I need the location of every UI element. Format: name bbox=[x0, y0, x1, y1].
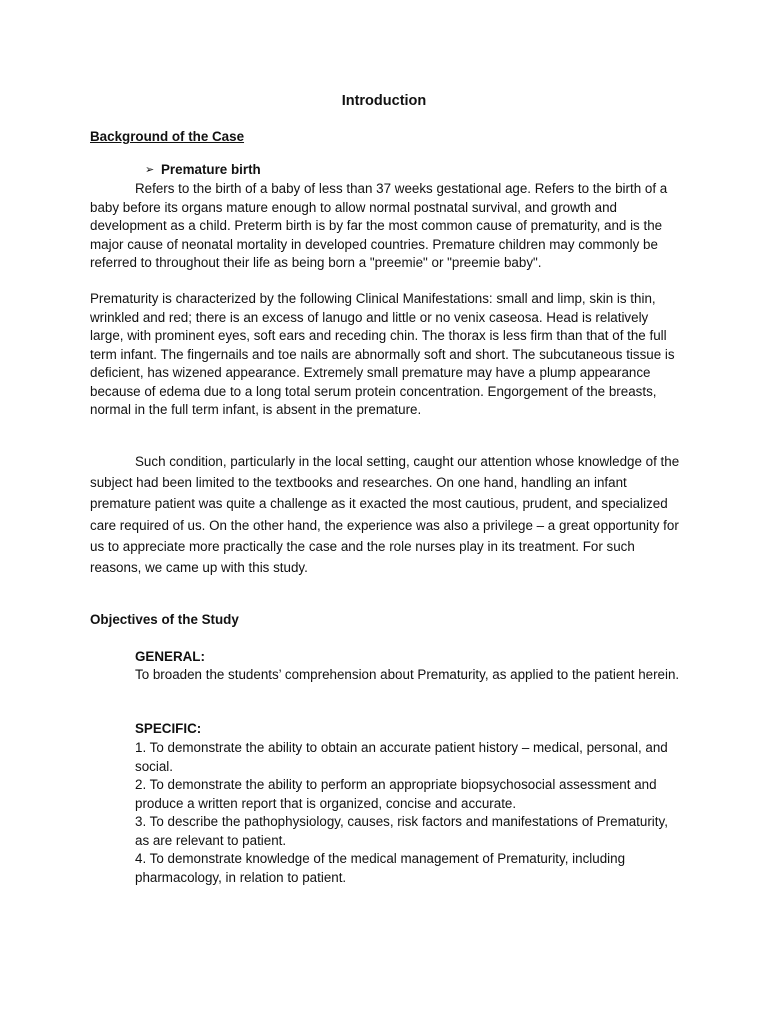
list-item: 2. To demonstrate the ability to perform an appropriate biopsychosocial assessment and produce a written report that is organized, concise and accurate. bbox=[135, 777, 657, 811]
bullet-heading-premature-birth: Premature birth bbox=[161, 162, 261, 177]
specific-objectives-list bbox=[135, 739, 680, 887]
general-objective-text: To broaden the students’ comprehension about Prematurity, as applied to the patient herein. bbox=[135, 667, 680, 682]
specific-label: SPECIFIC: bbox=[135, 721, 202, 736]
background-heading: Background of the Case bbox=[90, 129, 245, 144]
paragraph-rationale: Such condition, particularly in the local setting, caught our attention whose knowledge of the subject had been limited to the textbooks and researches. On one hand, handling an infant premature patient was quite a challenge as it exacted the most cautious, prudent, and specialized care required of us. On the other hand, the experience was also a privilege – a great opportunity for us to appreciate more practically the case and the role nurses play in its treatment. For such reasons, we came up with this study. bbox=[90, 454, 680, 576]
list-item: 4. To demonstrate knowledge of the medical management of Prematurity, including pharmacology, in relation to patient. bbox=[135, 851, 626, 885]
paragraph-definition: Refers to the birth of a baby of less than 37 weeks gestational age. Refers to the birth of a baby before its organs mature enough to allow normal postnatal survival, and growth and development as a child. Preterm birth is by far the most common cause of prematurity, and is the major cause of neonatal mortality in developed countries. Premature children may commonly be referred to throughout their life as being born a "preemie" or "preemie baby". bbox=[90, 181, 668, 270]
list-item: 3. To describe the pathophysiology, causes, risk factors and manifestations of Prematurity, as are relevant to patient. bbox=[135, 814, 668, 848]
paragraph-clinical-manifestations: Prematurity is characterized by the following Clinical Manifestations: small and limp, skin is thin, wrinkled and red; there is an excess of lanugo and little or no venix caseosa. Head is relatively large, with prominent eyes, soft ears and receding chin. The thorax is less firm than that of the full term infant. The fingernails and toe nails are abnormally soft and short. The subcutaneous tissue is deficient, has wizened appearance. Extremely small premature may have a plump appearance because of edema due to a long total serum protein concentration. Engorgement of the breasts, normal in the full term infant, is absent in the premature. bbox=[90, 291, 675, 417]
arrow-bullet-icon: ➢ bbox=[145, 164, 155, 176]
page-title: Introduction bbox=[341, 93, 427, 109]
list-item: 1. To demonstrate the ability to obtain an accurate patient history – medical, personal, and social. bbox=[135, 740, 668, 774]
objectives-heading: Objectives of the Study bbox=[90, 612, 239, 627]
general-label: GENERAL: bbox=[135, 649, 205, 664]
